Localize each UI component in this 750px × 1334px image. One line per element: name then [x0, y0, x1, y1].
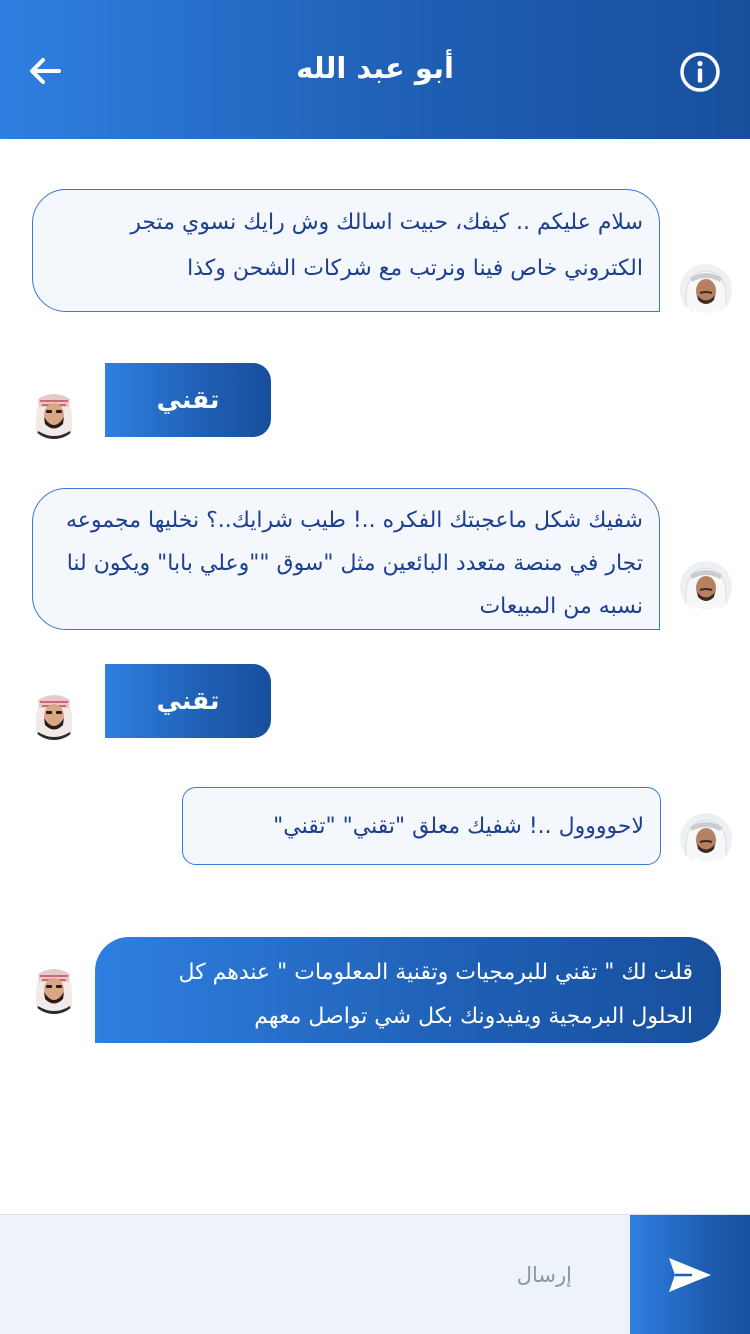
- send-button[interactable]: [630, 1215, 750, 1334]
- outgoing-message: [95, 937, 721, 1043]
- message-text: قلت لك " تقني للبرمجيات وتقنية المعلومات " عندهم كل الحلول البرمجية ويفيدونك بكل شي تواصل معهم: [178, 960, 693, 1029]
- outgoing-message: [105, 363, 271, 437]
- message-text: شفيك شكل ماعجبتك الفكره ..! طيب شرايك..؟ نخليها مجموعه تجار في منصة متعدد البائعين مثل "سوق ""وعلي بابا" ويكون لنا نسبه من المبيعات: [66, 508, 643, 619]
- message-input[interactable]: [0, 1215, 630, 1334]
- contact-avatar[interactable]: [680, 813, 732, 865]
- contact-name: أبو عبد الله: [296, 51, 454, 85]
- user-avatar[interactable]: [28, 387, 80, 439]
- incoming-message: [32, 488, 660, 630]
- send-icon: [666, 1255, 714, 1295]
- message-text: سلام عليكم .. كيفك، حبيت اسالك وش رايك نسوي متجر الكتروني خاص فينا ونرتب مع شركات الشحن وكذا: [130, 210, 643, 281]
- chat-header: [0, 0, 750, 139]
- user-avatar[interactable]: [28, 688, 80, 740]
- incoming-message: [32, 189, 660, 312]
- back-button[interactable]: [22, 48, 68, 94]
- contact-avatar[interactable]: [680, 264, 732, 316]
- incoming-message: [182, 787, 661, 865]
- contact-avatar[interactable]: [680, 561, 732, 613]
- outgoing-message: [105, 664, 271, 738]
- message-composer: [0, 1214, 750, 1334]
- arrow-left-icon: [25, 51, 65, 91]
- info-circle-icon: [679, 51, 721, 93]
- message-text: تقني: [156, 686, 220, 715]
- info-button[interactable]: [678, 50, 722, 94]
- user-avatar[interactable]: [28, 962, 80, 1014]
- message-text: تقني: [156, 385, 220, 414]
- message-text: لاحوووول ..! شفيك معلق "تقني" "تقني": [273, 814, 644, 839]
